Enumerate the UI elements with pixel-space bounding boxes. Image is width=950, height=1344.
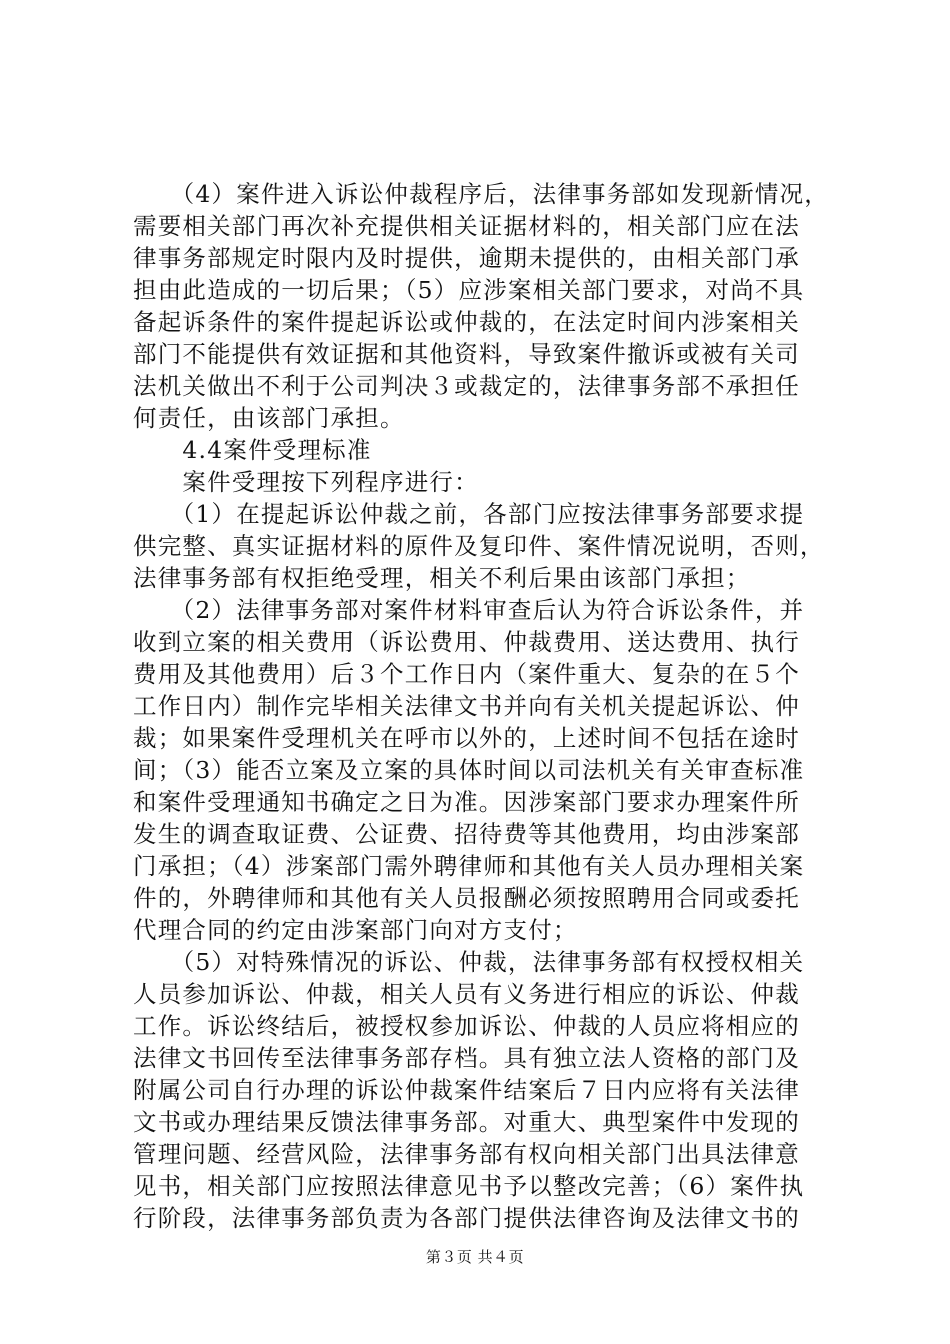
text-line: 费用及其他费用）后３个工作日内（案件重大、复杂的在５个 — [133, 660, 800, 688]
text-line: 收到立案的相关费用（诉讼费用、仲裁费用、送达费用、执行 — [133, 628, 800, 656]
page-number-footer: 第３页 共４页 — [425, 1248, 525, 1266]
text-line: 何责任，由该部门承担。 — [133, 404, 405, 432]
text-line: 法机关做出不利于公司判决３或裁定的，法律事务部不承担任 — [133, 372, 800, 400]
text-line: 间；（3）能否立案及立案的具体时间以司法机关有关审查标准 — [133, 756, 805, 784]
text-line: 工作日内）制作完毕相关法律文书并向有关机关提起诉讼、仲 — [133, 692, 800, 720]
text-line: 门承担；（4）涉案部门需外聘律师和其他有关人员办理相关案 — [133, 852, 805, 880]
section-heading: 4.4案件受理标准 — [133, 436, 372, 464]
text-line: 律事务部规定时限内及时提供，逾期未提供的，由相关部门承 — [133, 244, 800, 272]
text-line: 工作。诉讼终结后，被授权参加诉讼、仲裁的人员应将相应的 — [133, 1012, 800, 1040]
text-line: 附属公司自行办理的诉讼仲裁案件结案后７日内应将有关法律 — [133, 1076, 800, 1104]
text-line: 备起诉条件的案件提起诉讼或仲裁的，在法定时间内涉案相关 — [133, 308, 800, 336]
text-line: 法律文书回传至法律事务部存档。具有独立法人资格的部门及 — [133, 1044, 800, 1072]
text-line: 管理问题、经营风险，法律事务部有权向相关部门出具法律意 — [133, 1140, 800, 1168]
text-line: 见书，相关部门应按照法律意见书予以整改完善；（6）案件执 — [133, 1172, 805, 1200]
text-line: 件的，外聘律师和其他有关人员报酬必须按照聘用合同或委托 — [133, 884, 800, 912]
text-line: 供完整、真实证据材料的原件及复印件、案件情况说明，否则， — [133, 532, 825, 560]
text-line: 和案件受理通知书确定之日为准。因涉案部门要求办理案件所 — [133, 788, 800, 816]
text-line: 案件受理按下列程序进行： — [133, 468, 479, 496]
text-line: （5）对特殊情况的诉讼、仲裁，法律事务部有权授权相关 — [133, 948, 805, 976]
text-line: 担由此造成的一切后果；（5）应涉案相关部门要求，对尚不具 — [133, 276, 805, 304]
text-line: （1）在提起诉讼仲裁之前，各部门应按法律事务部要求提 — [133, 500, 805, 528]
text-line: 部门不能提供有效证据和其他资料，导致案件撤诉或被有关司 — [133, 340, 800, 368]
text-line: （4）案件进入诉讼仲裁程序后，法律事务部如发现新情况， — [133, 180, 830, 208]
text-line: 行阶段，法律事务部负责为各部门提供法律咨询及法律文书的 — [133, 1204, 800, 1232]
text-line: 文书或办理结果反馈法律事务部。对重大、典型案件中发现的 — [133, 1108, 800, 1136]
text-line: 需要相关部门再次补充提供相关证据材料的，相关部门应在法 — [133, 212, 800, 240]
text-line: 裁；如果案件受理机关在呼市以外的，上述时间不包括在途时 — [133, 724, 800, 752]
text-line: 人员参加诉讼、仲裁，相关人员有义务进行相应的诉讼、仲裁 — [133, 980, 800, 1008]
text-line: 代理合同的约定由涉案部门向对方支付； — [133, 916, 578, 944]
text-line: 法律事务部有权拒绝受理，相关不利后果由该部门承担； — [133, 564, 751, 592]
text-line: （2）法律事务部对案件材料审查后认为符合诉讼条件，并 — [133, 596, 805, 624]
text-line: 发生的调查取证费、公证费、招待费等其他费用，均由涉案部 — [133, 820, 800, 848]
